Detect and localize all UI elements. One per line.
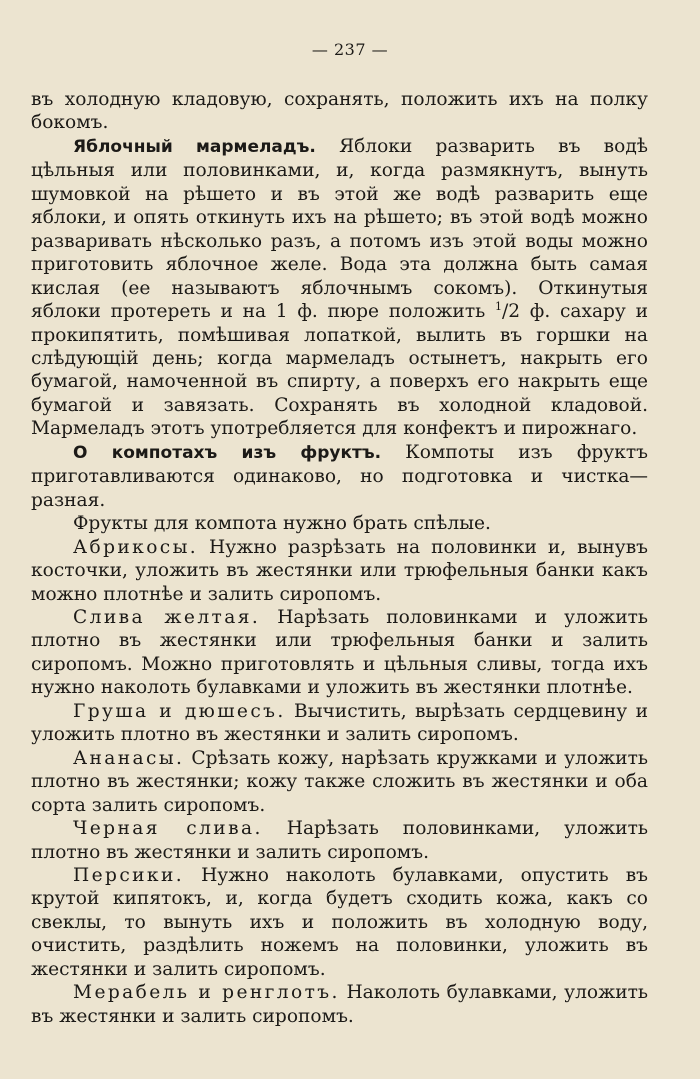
paragraph-text: Фрукты для компота нужно брать спѣлые. — [73, 513, 491, 535]
section-heading: О компотахъ изъ фруктъ. — [73, 442, 382, 463]
paragraph-text: Нарѣзать половинками, уложить плотно въ жестянки и залить сиропомъ. — [31, 818, 648, 863]
paragraph-text: Срѣзать кожу, нарѣзать кружками и уложить плотно въ жестянки; кожу также сложить въ жестянки и оба сорта залить сиропомъ. — [31, 747, 648, 816]
fruit-term: Абрикосы. — [73, 536, 199, 558]
paragraph-text: Вычистить, вырѣзать сердцевину и уложить плотно въ жестянки и залить сиропомъ. — [31, 700, 648, 746]
paragraph-text: Нужно разрѣзать на половинки и, вынувъ косточки, уложить въ жестянки или трюфельныя банки какъ можно плотнѣе и залить сиропомъ. — [31, 536, 648, 605]
section-heading: Яблочный мармеладъ. — [73, 136, 316, 157]
paragraph-apricots — [31, 536, 648, 606]
paragraph-text: Компоты изъ фруктъ приготавливаются одинаково, но подготовка и чистка—разная. — [31, 441, 648, 511]
paragraph-ripe-fruit — [31, 512, 648, 535]
paragraph-text: Нужно наколоть булавками, опустить въ крутой кипятокъ, и, когда будетъ сходить кожа, какъ со свеклы, то вынуть ихъ и положить въ холодную воду, очистить, раздѣлить ножемъ на половинки, уложить въ жестянки и залить сиропомъ. — [31, 864, 648, 980]
fruit-term: Черная слива. — [73, 818, 263, 840]
paragraph-text: въ холодную кладовую, сохранять, положить ихъ на полку бокомъ. — [31, 89, 648, 134]
paragraph-text: Нарѣзать половинками и уложить плотно въ жестянки или трюфельныя банки и залить сиропомъ. Можно приготовлять и цѣльныя сливы, тогда ихъ нужно наколоть булавками и уложить въ жестянки плотнѣе. — [31, 606, 648, 699]
paragraph-text: ф. сахару и прокипятить, помѣшивая лопаткой, вылить въ горшки на слѣдующій день; когда мармеладъ остынетъ, накрыть его бумагой, намоченной въ спирту, а поверхъ его накрыть еще бумагой и завязать. Сохранять въ холодной кладовой. Мармеладъ этотъ употребляется для конфектъ и пирожнаго. — [31, 301, 648, 440]
paragraph-continuation — [31, 88, 648, 135]
paragraph-pear — [31, 700, 648, 747]
paragraph-apple-marmalade — [31, 135, 648, 441]
fruit-term: Мерабель и ренглотъ. — [73, 982, 340, 1004]
paragraph-mirabelle — [31, 981, 648, 1028]
page-body — [31, 88, 648, 1028]
paragraph-text: Наколоть булавками, уложить въ жестянки и залить сиропомъ. — [31, 982, 649, 1027]
fraction-denominator: /2 — [501, 301, 521, 323]
fruit-term: Груша и дюшесъ. — [73, 700, 286, 722]
paragraph-peaches — [31, 864, 648, 981]
paragraph-pineapple — [31, 747, 648, 817]
fruit-term: Персики. — [73, 864, 185, 886]
paragraph-yellow-plum — [31, 606, 648, 700]
page-number: — 237 — — [311, 40, 389, 59]
paragraph-text: Яблоки разварить въ водѣ цѣльныя или половинками, и, когда размякнутъ, вынуть шумовкой на рѣшето и въ этой же водѣ разварить еще яблоки, и опять откинуть ихъ на рѣшето; въ этой водѣ можно разваривать нѣсколько разъ, а потомъ изъ этой воды можно приготовить яблочное желе. Вода эта должна быть самая кислая (ее называютъ яблочнымъ сокомъ). Откинутыя яблоки протереть и на 1 ф. пюре положить — [31, 135, 648, 323]
fraction-numerator: 1 — [494, 299, 502, 313]
paragraph-compotes — [31, 441, 648, 512]
fruit-term: Слива желтая. — [73, 606, 261, 628]
fruit-term: Ананасы. — [73, 747, 185, 769]
paragraph-black-plum — [31, 817, 648, 864]
